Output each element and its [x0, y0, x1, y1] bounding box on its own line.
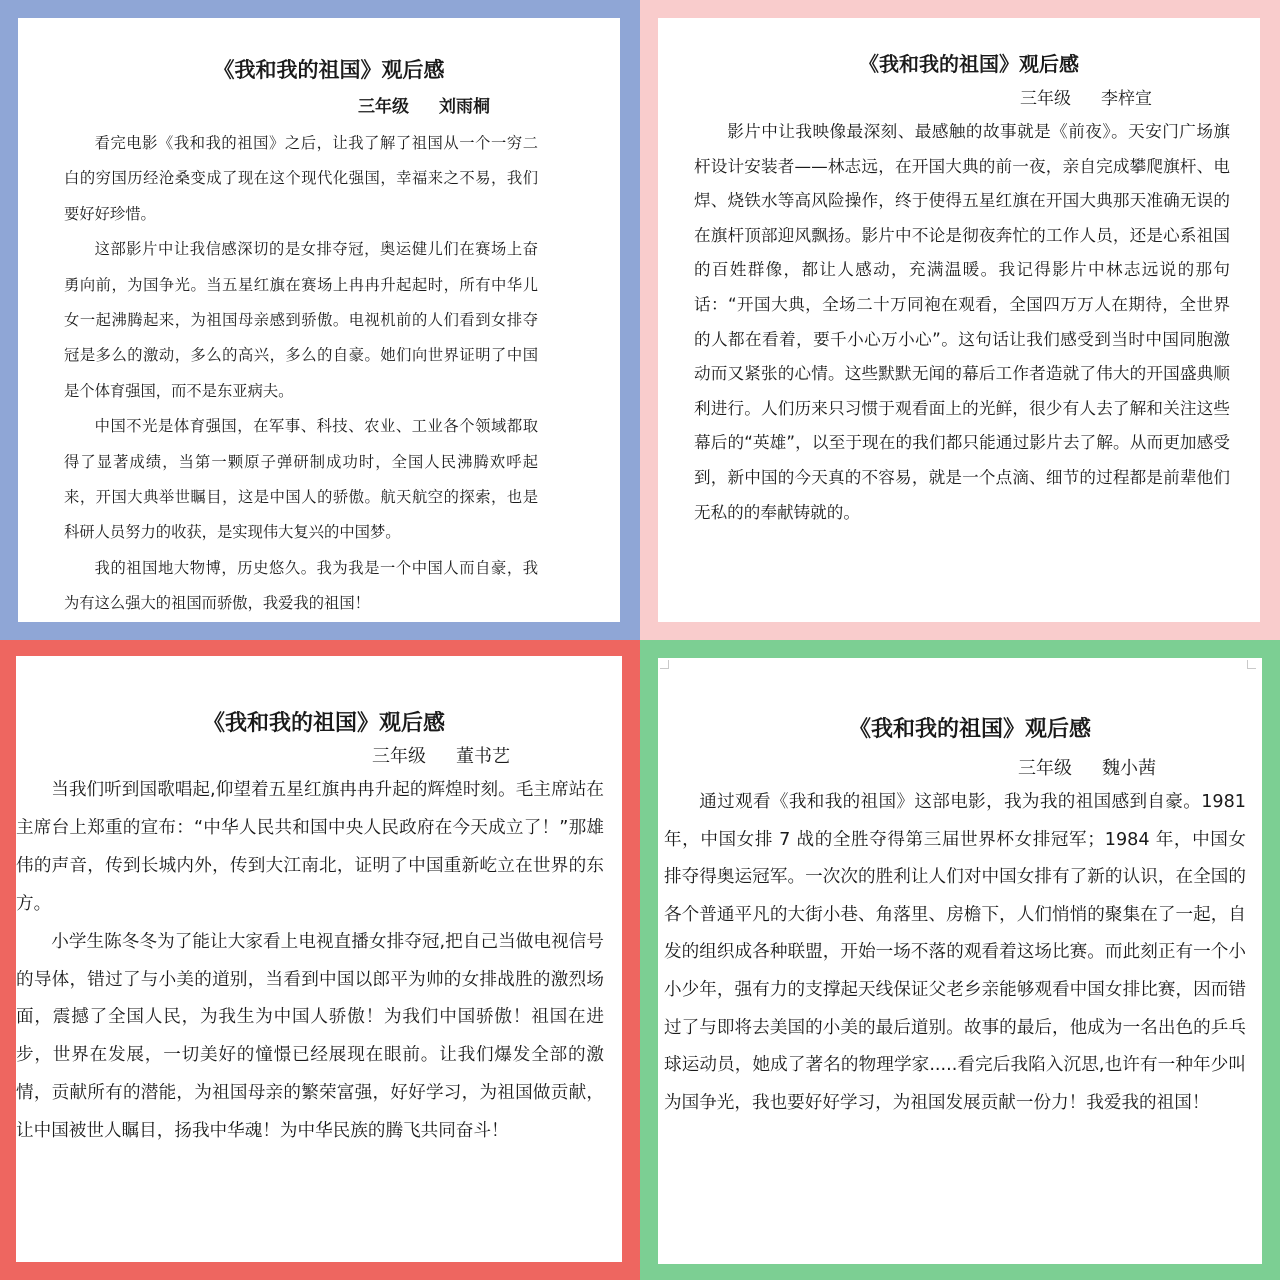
essay-title: 《我和我的祖国》观后感: [859, 52, 1079, 76]
author-name: 刘雨桐: [439, 97, 490, 117]
author-grade: 三年级: [1020, 89, 1071, 109]
essay-paragraph: 影片中让我映像最深刻、最感触的故事就是《前夜》。天安门广场旗杆设计安装者——林志远，在开国大典的前一夜，亲自完成攀爬旗杆、电焊、烧铁水等高风险操作，终于使得五星红旗在开国大典那天准确无误的在旗杆顶部迎风飘扬。影片中不论是彻夜奔忙的工作人员，还是心系祖国的百姓群像，都让人感动，充满温暖。我记得影片中林志远说的那句话：“开国大典，全场二十万同袍在观看，全国四万万人在期待，全世界的人都在看着，要千小心万小心”。这句话让我们感受到当时中国同胞激动而又紧张的心情。这些默默无闻的幕后工作者造就了伟大的开国盛典顺利进行。人们历来只习惯于观看面上的光鲜，很少有人去了解和关注这些幕后的“英雄”，以至于现在的我们都只能通过影片去了解。从而更加感受到，新中国的今天真的不容易，就是一个点滴、细节的过程都是前辈他们无私的的奉献铸就的。: [694, 122, 1230, 522]
essay-panel-3: [0, 640, 640, 1280]
essay-panel-1: [0, 0, 640, 640]
essay-paragraph: 当我们听到国歌唱起,仰望着五星红旗冉冉升起的辉煌时刻。毛主席站在主席台上郑重的宣布：“中华人民共和国中央人民政府在今天成立了！”那雄伟的声音，传到长城内外，传到大江南北，证明了中国重新屹立在世界的东方。: [16, 780, 604, 914]
essay-body: [664, 784, 1246, 1122]
author-grade: 三年级: [358, 97, 409, 117]
essay-page: [18, 18, 620, 622]
author-name: 董书艺: [456, 746, 510, 767]
essay-paragraph: 中国不光是体育强国，在军事、科技、农业、工业各个领域都取得了显著成绩，当第一颗原子弹研制成功时，全国人民沸腾欢呼起来，开国大典举世瞩目，这是中国人的骄傲。航天航空的探索，也是科研人员努力的收获，是实现伟大复兴的中国梦。: [64, 417, 538, 542]
author-name: 李梓宣: [1101, 89, 1152, 109]
essay-author: [1020, 84, 1152, 109]
essay-author: [372, 742, 510, 768]
page-corner-mark: [660, 660, 669, 669]
essay-page: [658, 658, 1262, 1264]
essay-author: [1018, 754, 1156, 780]
essay-paragraph: 看完电影《我和我的祖国》之后，让我了解了祖国从一个一穷二白的穷国历经沧桑变成了现在这个现代化强国，幸福来之不易，我们要好好珍惜。: [64, 134, 538, 223]
author-name: 魏小茜: [1102, 758, 1156, 779]
essay-paragraph: 我的祖国地大物博，历史悠久。我为我是一个中国人而自豪，我为有这么强大的祖国而骄傲，我爱我的祖国！: [64, 558, 538, 613]
essay-paragraph: 这部影片中让我信感深切的是女排夺冠，奥运健儿们在赛场上奋勇向前，为国争光。当五星红旗在赛场上冉冉升起起时，所有中华儿女一起沸腾起来，为祖国母亲感到骄傲。电视机前的人们看到女排夺冠是多么的激动，多么的高兴，多么的自豪。她们向世界证明了中国是个体育强国，而不是东亚病夫。: [64, 240, 538, 400]
essay-author: [358, 92, 490, 117]
essay-title: 《我和我的祖国》观后感: [213, 58, 445, 82]
essay-title: 《我和我的祖国》观后感: [202, 711, 445, 736]
essay-body: [64, 126, 538, 622]
page-corner-mark: [1247, 660, 1256, 669]
essay-panel-2: [640, 0, 1280, 640]
author-grade: 三年级: [372, 746, 426, 767]
essay-body: [694, 115, 1230, 530]
essay-paragraph: 通过观看《我和我的祖国》这部电影，我为我的祖国感到自豪。1981 年，中国女排 7 战的全胜夺得第三届世界杯女排冠军；1984 年，中国女排夺得奥运冠军。一次次的胜利让人们对中国女排有了新的认识，在全国的各个普通平凡的大街小巷、角落里、房檐下，人们悄悄的聚集在了一起，自发的组织成各种联盟，开始一场不落的观看着这场比赛。而此刻正有一个小小少年，强有力的支撑起天线保证父老乡亲能够观看中国女排比赛，因而错过了与即将去美国的小美的最后道别。故事的最后，他成为一名出色的乒乓球运动员，她成了著名的物理学家.....看完后我陷入沉思,也许有一种年少叫为国争光，我也要好好学习，为祖国发展贡献一份力！我爱我的祖国！: [664, 792, 1246, 1113]
essay-page: [658, 18, 1260, 622]
essay-page: [16, 656, 622, 1262]
essay-panel-4: [640, 640, 1280, 1280]
essay-body: [16, 772, 604, 1151]
essay-paragraph: 小学生陈冬冬为了能让大家看上电视直播女排夺冠,把自己当做电视信号的导体，错过了与小美的道别，当看到中国以郎平为帅的女排战胜的激烈场面，震撼了全国人民，为我生为中国人骄傲！为我们中国骄傲！祖国在进步，世界在发展，一切美好的憧憬已经展现在眼前。让我们爆发全部的激情，贡献所有的潜能，为祖国母亲的繁荣富强，好好学习，为祖国做贡献，让中国被世人瞩目，扬我中华魂！为中华民族的腾飞共同奋斗！: [16, 931, 604, 1142]
author-grade: 三年级: [1018, 758, 1072, 779]
essay-title: 《我和我的祖国》观后感: [848, 717, 1091, 742]
